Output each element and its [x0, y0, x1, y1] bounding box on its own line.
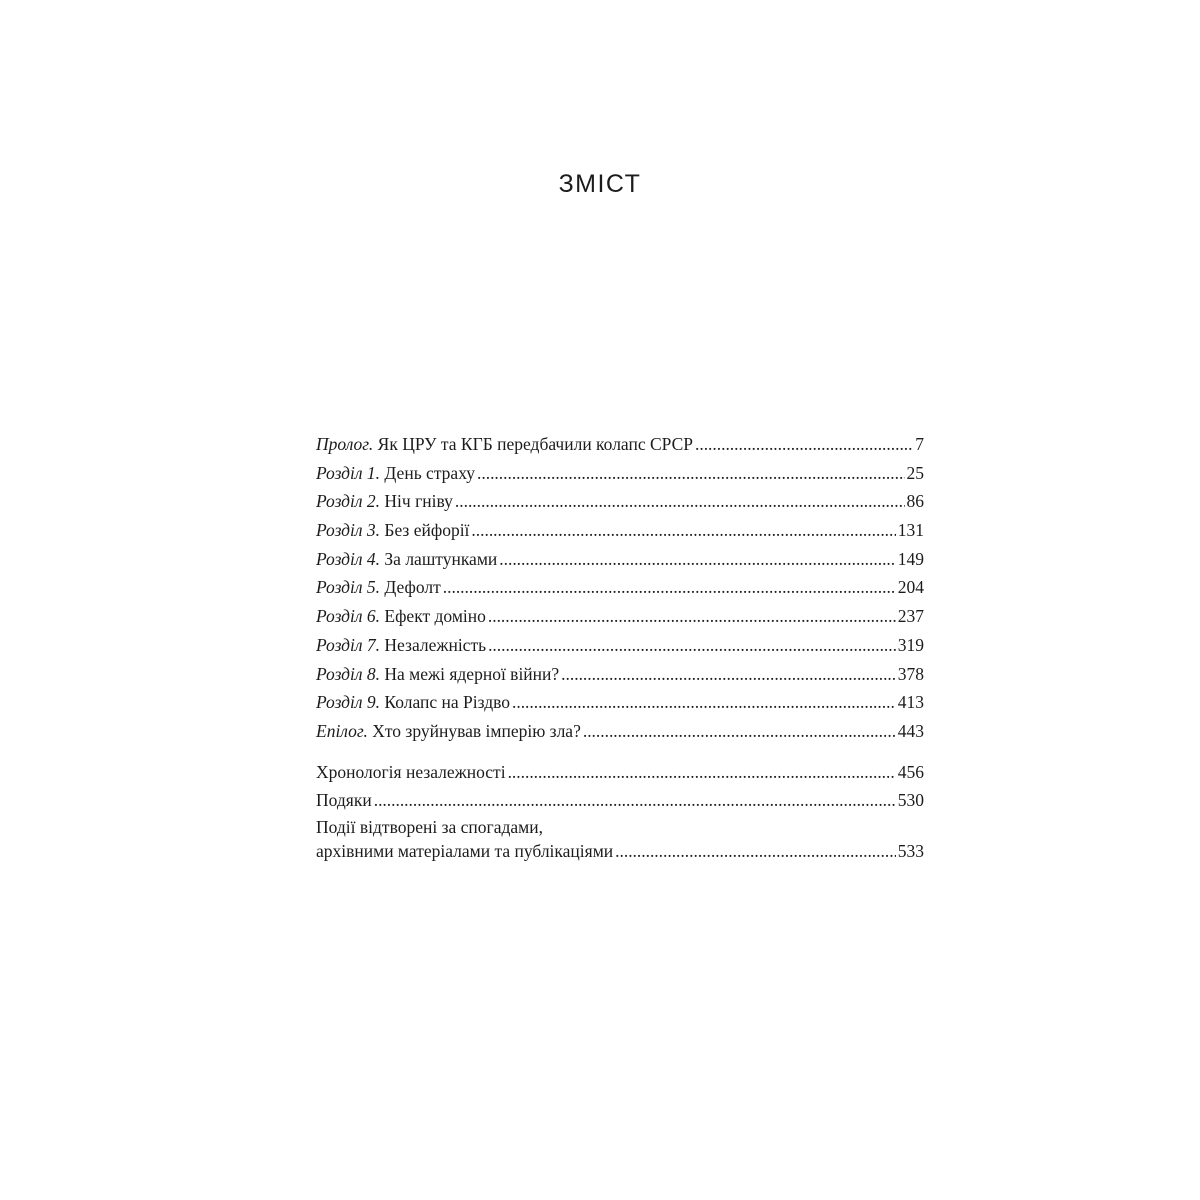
toc-entry-epilogue: [316, 717, 924, 746]
page-title: ЗМІСТ: [558, 170, 642, 198]
toc-entry-chapter-7: [316, 631, 924, 660]
table-of-contents: [316, 430, 924, 863]
entry-title: Хто зруйнував імперію зла?: [372, 720, 581, 741]
entry-title: Без ейфорії: [384, 520, 470, 541]
entry-title: Дефолт: [384, 577, 441, 598]
entry-page-number: 7: [915, 434, 924, 454]
entry-title-line-2: архівними матеріалами та публікаціями: [316, 840, 614, 861]
toc-entry-chapter-1: [316, 459, 924, 488]
dot-leader: [471, 516, 895, 545]
dot-leader: [615, 839, 896, 863]
entry-page-number: 25: [906, 462, 924, 483]
entry-title: Хронологія незалежності: [316, 761, 506, 782]
entry-title-line-1: Події відтворені за спогадами,: [316, 816, 543, 837]
toc-entry-sources: [316, 815, 924, 863]
dot-leader: [488, 631, 896, 660]
entry-prefix: Розділ 7.: [316, 634, 381, 655]
entry-page-number: 530: [897, 790, 924, 811]
toc-entry-chapter-9: [316, 688, 924, 717]
entry-page-number: 319: [897, 634, 924, 655]
entry-prefix: Розділ 9.: [316, 692, 381, 713]
entry-page-number: 237: [897, 606, 924, 627]
dot-leader: [477, 459, 904, 488]
entry-title: Як ЦРУ та КГБ передбачили колапс СРСР: [377, 434, 693, 454]
dot-leader: [583, 717, 896, 746]
entry-page-number: 413: [897, 692, 924, 713]
entry-title: Незалежність: [384, 634, 487, 655]
dot-leader: [499, 545, 895, 574]
entry-prefix: Розділ 8.: [316, 663, 381, 684]
entry-page-number: 378: [897, 663, 924, 684]
entry-page-number: 533: [897, 840, 924, 861]
entry-title: Ефект доміно: [384, 606, 486, 627]
entry-prefix: Пролог.: [316, 434, 374, 454]
toc-entry-chapter-6: [316, 602, 924, 631]
dot-leader: [443, 573, 896, 602]
toc-entry-chapter-4: [316, 545, 924, 574]
entry-title: Подяки: [316, 790, 372, 811]
entry-title: День страху: [384, 462, 476, 483]
entry-page-number: 86: [906, 491, 924, 512]
entry-prefix: Розділ 3.: [316, 520, 381, 541]
toc-entry-acknowledgements: [316, 786, 924, 815]
toc-entry-chronology: [316, 758, 924, 787]
entry-title: За лаштунками: [384, 548, 498, 569]
toc-entry-prologue: [316, 430, 924, 459]
toc-entry-chapter-3: [316, 516, 924, 545]
entry-page-number: 149: [897, 548, 924, 569]
dot-leader: [512, 688, 896, 717]
entry-page-number: 456: [897, 761, 924, 782]
entry-page-number: 204: [897, 577, 924, 598]
entry-page-number: 131: [897, 520, 924, 541]
toc-entry-chapter-2: [316, 487, 924, 516]
entry-prefix: Розділ 1.: [316, 462, 381, 483]
dot-leader: [508, 758, 896, 787]
entry-title: Колапс на Різдво: [384, 692, 510, 713]
dot-leader: [488, 602, 896, 631]
toc-entry-chapter-8: [316, 660, 924, 689]
toc-entry-chapter-5: [316, 573, 924, 602]
entry-page-number: 443: [897, 720, 924, 741]
dot-leader: [561, 660, 896, 689]
dot-leader: [374, 786, 896, 815]
entry-prefix: Розділ 4.: [316, 548, 381, 569]
entry-title: Ніч гніву: [384, 491, 453, 512]
entry-prefix: Розділ 6.: [316, 606, 381, 627]
entry-prefix: Епілог.: [316, 720, 368, 741]
dot-leader: [455, 487, 905, 516]
entry-title: На межі ядерної війни?: [384, 663, 560, 684]
entry-prefix: Розділ 2.: [316, 491, 381, 512]
entry-prefix: Розділ 5.: [316, 577, 381, 598]
dot-leader: [695, 430, 913, 459]
